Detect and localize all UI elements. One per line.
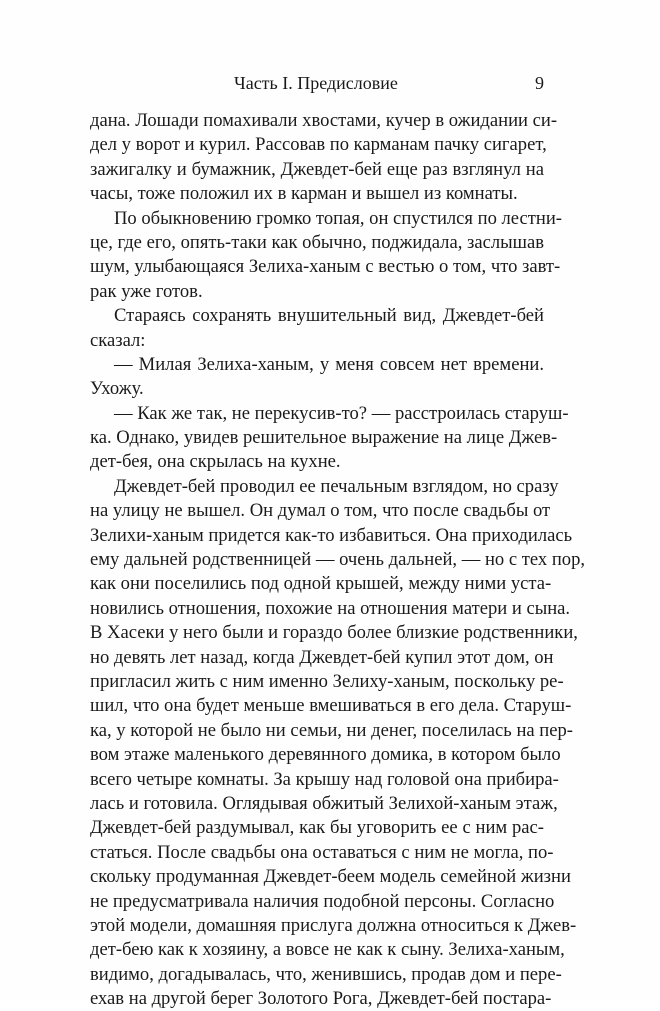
paragraph [90, 109, 558, 207]
body-text [90, 109, 586, 1011]
text-line: ка, у которой не было ни семьи, ни денег, поселилась на пер- [90, 719, 573, 741]
text-line: рак уже готов. [90, 280, 203, 302]
text-line: — Как же так, не перекусив-то? — расстроилась старуш- [114, 402, 569, 424]
text-line: не предусматривала наличия подобной персоны. Согласно [90, 890, 555, 912]
paragraph [90, 304, 544, 353]
text-line: Зелихи-ханым придется как-то избавиться. Она приходилась [90, 524, 573, 546]
running-title: Часть I. Предисловие [234, 73, 398, 93]
text-line: всего четыре комнаты. За крышу над головой она прибира- [90, 768, 559, 790]
text-line: видимо, догадывалась, что, женившись, продав дом и пере- [90, 963, 562, 985]
paragraph [90, 475, 586, 1011]
text-line: скольку продуманная Джевдет-беем модель семейной жизни [90, 866, 571, 888]
text-line: це, где его, опять-таки как обычно, поджидала, заслышав [90, 231, 544, 253]
text-line: как они поселились под одной крышей, между ними уста- [90, 573, 552, 595]
text-line: пригласил жить с ним именно Зелиху-ханым, поскольку ре- [90, 670, 564, 692]
text-line: сказал: [90, 329, 146, 351]
text-line: вом этаже маленького деревянного домика, в котором было [90, 744, 561, 766]
text-line: дет-бею как к хозяину, а вовсе не как к сыну. Зелиха-ханым, [90, 939, 565, 961]
text-line: — Милая Зелиха-ханым, у меня совсем нет времени. [114, 353, 544, 375]
paragraph [90, 402, 569, 475]
text-line: на улицу не вышел. Он думал о том, что после свадьбы от [90, 500, 551, 522]
text-line: часы, тоже положил их в карман и вышел из комнаты. [90, 183, 518, 205]
text-line: но девять лет назад, когда Джевдет-бей купил этот дом, он [90, 646, 554, 668]
text-line: Стараясь сохранять внушительный вид, Джевдет-бей [114, 305, 544, 327]
paragraph [90, 353, 544, 402]
text-line: Джевдет-бей раздумывал, как бы уговорить ее с ним рас- [90, 817, 544, 839]
text-line: В Хасеки у него были и гораздо более близкие родственники, [90, 622, 578, 644]
text-line: Джевдет-бей проводил ее печальным взглядом, но сразу [114, 475, 559, 497]
page-number: 9 [535, 73, 544, 93]
text-line: дел у ворот и курил. Рассовав по карманам пачку сигарет, [90, 134, 547, 156]
text-line: этой модели, домашняя прислуга должна относиться к Джев- [90, 914, 577, 936]
text-line: ехав на другой берег Золотого Рога, Джевдет-бей постара- [90, 988, 552, 1010]
text-line: статься. После свадьбы она оставаться с ним не могла, по- [90, 841, 554, 863]
text-line: шил, что она будет меньше вмешиваться в его дела. Старуш- [90, 695, 572, 717]
text-line: Ухожу. [90, 378, 144, 400]
text-line: ка. Однако, увидев решительное выражение на лице Джев- [90, 427, 558, 449]
text-line: новились отношения, похожие на отношения матери и сына. [90, 597, 571, 619]
text-line: По обыкновению громко топая, он спустился по лестни- [114, 207, 562, 229]
text-line: лась и готовила. Оглядывая обжитый Зелихой-ханым этаж, [90, 792, 558, 814]
text-line: ему дальней родственницей — очень дальней, — но с тех пор, [90, 549, 586, 571]
text-line: зажигалку и бумажник, Джевдет-бей еще раз взглянул на [90, 158, 544, 180]
paragraph [90, 207, 562, 305]
text-line: шум, улыбающаяся Зелиха-ханым с вестью о том, что завт- [90, 256, 561, 278]
text-line: дана. Лошади помахивали хвостами, кучер в ожидании си- [90, 110, 558, 131]
page-header [90, 70, 544, 96]
text-line: дет-бея, она скрылась на кухне. [90, 451, 341, 473]
